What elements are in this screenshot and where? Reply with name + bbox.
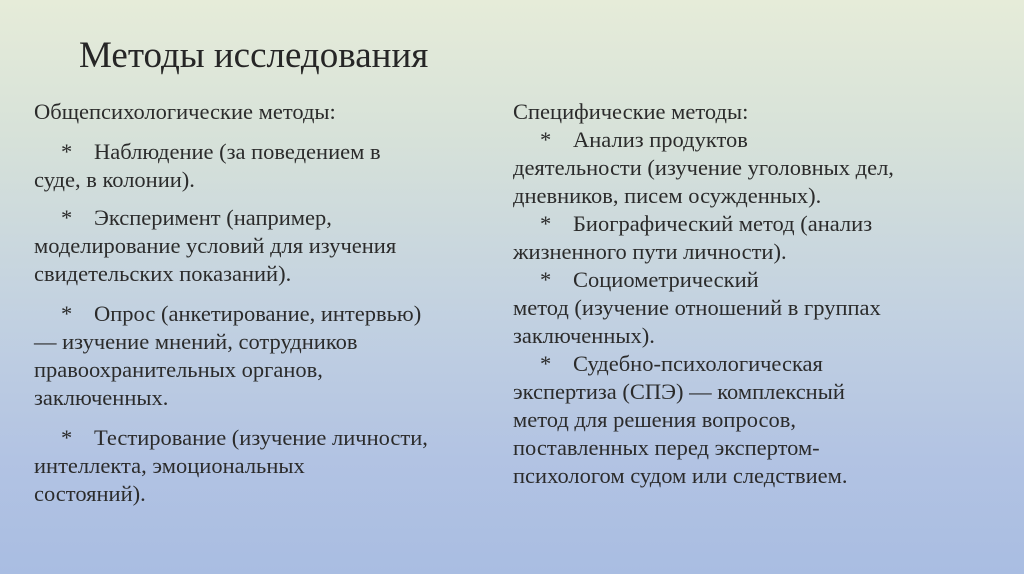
- bullet-star: *: [61, 301, 73, 326]
- right-item-forensic-expertise: [513, 350, 1003, 490]
- right-item-line: психологом судом или следствием.: [513, 463, 848, 488]
- bullet-star: *: [540, 211, 552, 236]
- right-item-line: Социометрический: [573, 267, 759, 292]
- left-item-observation: [34, 138, 514, 194]
- left-column: [34, 98, 514, 508]
- left-item-line: заключенных.: [34, 385, 169, 410]
- right-item-line: деятельности (изучение уголовных дел,: [513, 155, 894, 180]
- right-item-line: дневников, писем осужденных).: [513, 183, 822, 208]
- left-item-line: состояний).: [34, 481, 146, 506]
- right-item-sociometric: [513, 266, 1003, 350]
- left-item-testing: [34, 424, 514, 508]
- left-item-line: свидетельских показаний).: [34, 261, 292, 286]
- right-column: [513, 98, 1003, 490]
- right-item-line: заключенных).: [513, 323, 655, 348]
- right-item-line: метод (изучение отношений в группах: [513, 295, 881, 320]
- bullet-star: *: [61, 139, 73, 164]
- left-item-experiment: [34, 204, 514, 288]
- left-item-survey: [34, 300, 514, 412]
- right-item-line: метод для решения вопросов,: [513, 407, 796, 432]
- right-item-line: экспертиза (СПЭ) — комплексный: [513, 379, 845, 404]
- bullet-star: *: [540, 351, 552, 376]
- right-heading: Специфические методы:: [513, 99, 749, 124]
- left-item-line: суде, в колонии).: [34, 167, 195, 192]
- slide-title: Методы исследования: [79, 35, 429, 76]
- right-item-line: жизненного пути личности).: [513, 239, 787, 264]
- bullet-star: *: [540, 127, 552, 152]
- right-item-product-analysis: [513, 126, 1003, 210]
- left-heading: Общепсихологические методы:: [34, 99, 336, 124]
- right-item-line: Биографический метод (анализ: [573, 211, 873, 236]
- bullet-star: *: [540, 267, 552, 292]
- left-item-line: Тестирование (изучение личности,: [94, 425, 428, 450]
- left-item-line: интеллекта, эмоциональных: [34, 453, 305, 478]
- left-item-line: Наблюдение (за поведением в: [94, 139, 381, 164]
- left-item-line: — изучение мнений, сотрудников: [34, 329, 358, 354]
- bullet-star: *: [61, 425, 73, 450]
- right-item-line: поставленных перед экспертом-: [513, 435, 820, 460]
- right-item-line: Анализ продуктов: [573, 127, 748, 152]
- left-item-line: правоохранительных органов,: [34, 357, 323, 382]
- left-item-line: моделирование условий для изучения: [34, 233, 397, 258]
- left-item-line: Опрос (анкетирование, интервью): [94, 301, 422, 326]
- right-item-line: Судебно-психологическая: [573, 351, 823, 376]
- right-item-biographical: [513, 210, 1003, 266]
- bullet-star: *: [61, 205, 73, 230]
- left-item-line: Эксперимент (например,: [94, 205, 332, 230]
